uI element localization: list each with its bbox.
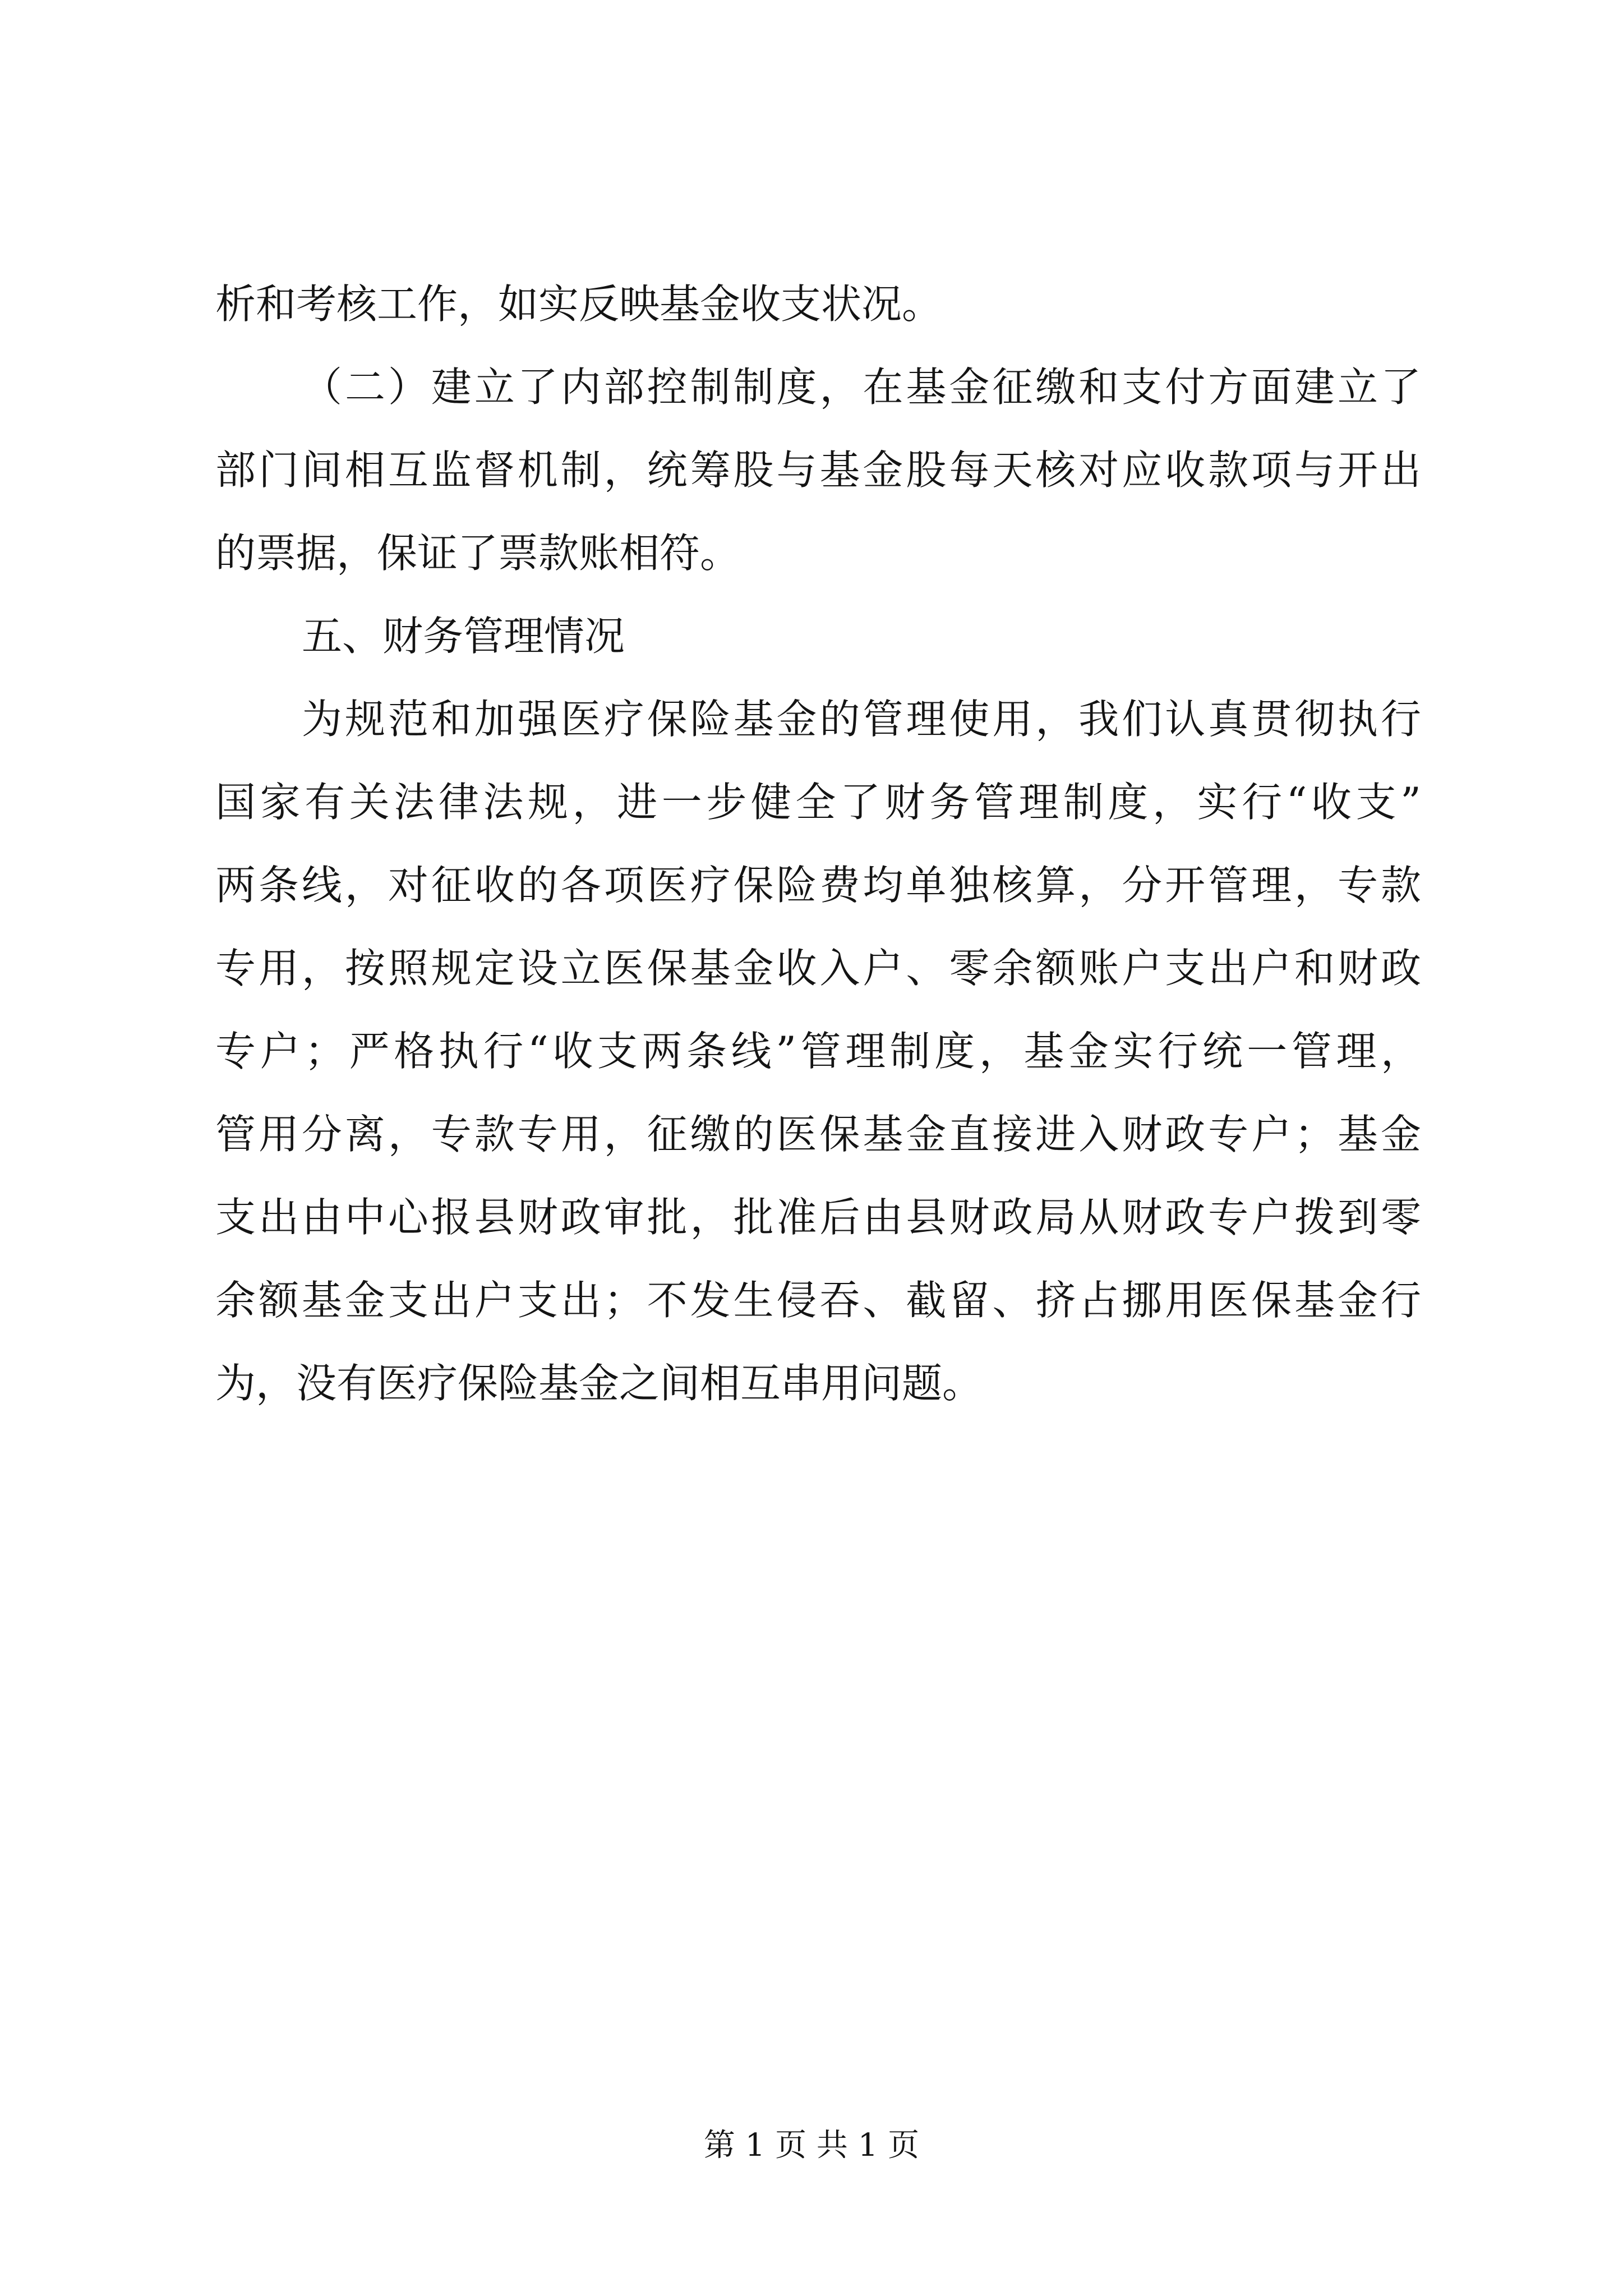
document-body [215,263,1421,1425]
text-line: （二）建立了内部控制制度，在基金征缴和支付方面建立了 [302,364,1421,411]
text-line: 专用，按照规定设立医保基金收入户、零余额账户支出户和财政 [215,945,1421,992]
text-line: 两条线，对征收的各项医疗保险费均单独核算，分开管理，专款 [215,862,1421,909]
section-heading: 五、财务管理情况 [302,613,625,660]
text-line: 的票据，保证了票款账相符。 [215,530,741,577]
page-number-footer: 第 1 页 共 1 页 [703,2127,920,2164]
text-line: 部门间相互监督机制，统筹股与基金股每天核对应收款项与开出 [215,447,1421,494]
text-line: 为规范和加强医疗保险基金的管理使用，我们认真贯彻执行 [302,696,1421,743]
text-line: 专户；严格执行“收支两条线”管理制度，基金实行统一管理， [215,1028,1421,1075]
text-line: 支出由中心报县财政审批，批准后由县财政局从财政专户拨到零 [215,1194,1421,1241]
text-line: 余额基金支出户支出；不发生侵吞、截留、挤占挪用医保基金行 [215,1277,1421,1324]
text-line: 为，没有医疗保险基金之间相互串用问题。 [215,1360,983,1407]
text-line: 管用分离，专款专用，征缴的医保基金直接进入财政专户；基金 [215,1111,1421,1158]
text-line: 析和考核工作，如实反映基金收支状况。 [215,280,943,328]
text-line: 国家有关法律法规，进一步健全了财务管理制度，实行“收支” [215,779,1421,826]
